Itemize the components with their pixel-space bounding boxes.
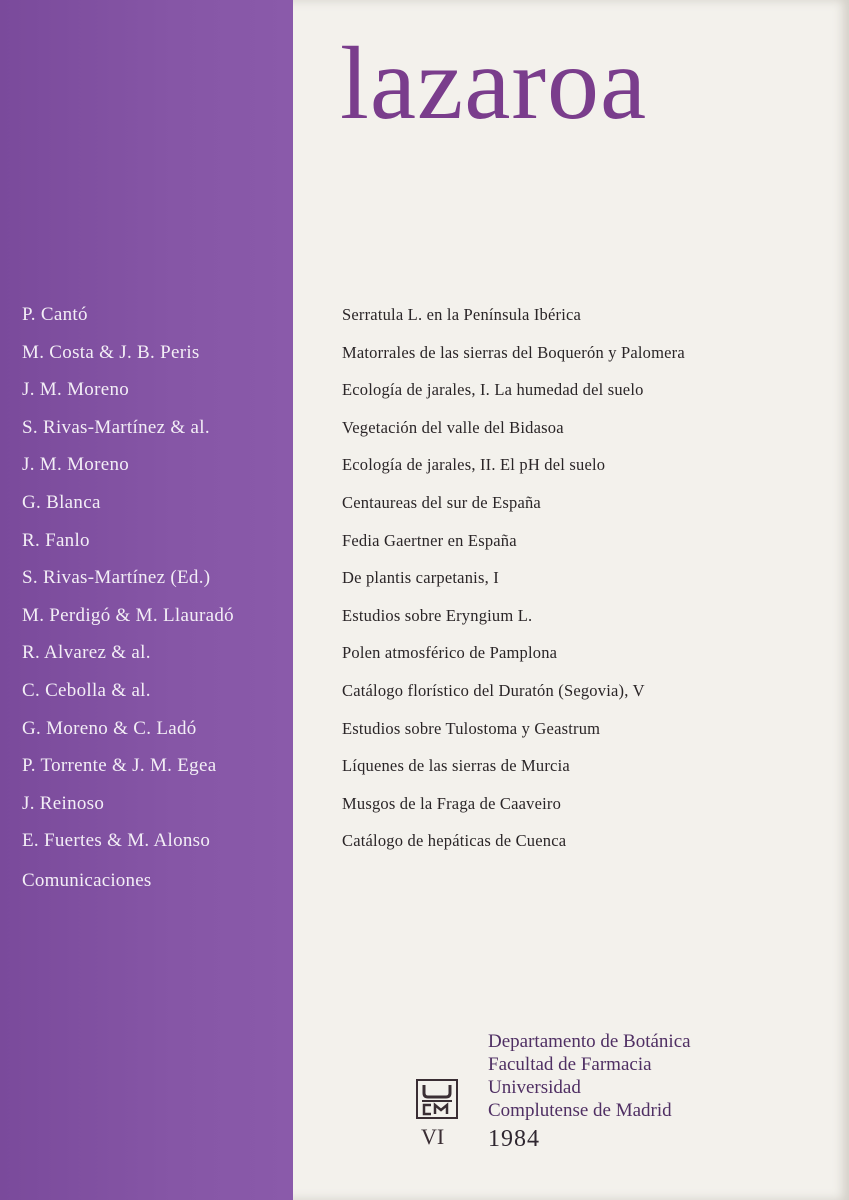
toc-author: P. Torrente & J. M. Egea (22, 755, 217, 777)
toc-author: J. M. Moreno (22, 454, 130, 476)
toc-author: G. Blanca (22, 491, 101, 513)
toc-article-title: Matorrales de las sierras del Boquerón y Palomera (342, 342, 685, 362)
volume-number: VI (421, 1124, 445, 1149)
publisher-line: Universidad (488, 1077, 581, 1098)
toc-article-title: De plantis carpetanis, I (342, 568, 499, 588)
toc-article-title: Catálogo florístico del Duratón (Segovia), V (342, 680, 645, 700)
toc-article-title: Estudios sobre Tulostoma y Geastrum (342, 718, 601, 738)
toc-article-title: Líquenes de las sierras de Murcia (342, 756, 570, 776)
toc-article-title: Centaureas del sur de España (342, 492, 541, 512)
toc-entry (0, 338, 849, 376)
toc-article-title: Estudios sobre Eryngium L. (342, 605, 533, 625)
publisher-line: Departamento de Botánica (488, 1031, 691, 1052)
toc-article-title: Musgos de la Fraga de Caaveiro (342, 793, 562, 813)
toc-article-title: Fedia Gaertner en España (342, 530, 517, 550)
toc-author: S. Rivas-Martínez (Ed.) (22, 567, 211, 589)
toc-entry (0, 751, 849, 789)
toc-author: C. Cebolla & al. (22, 679, 151, 701)
journal-title: lazaroa (340, 26, 648, 141)
toc-entry (0, 601, 849, 639)
toc-entry (0, 638, 849, 676)
toc-author: M. Perdigó & M. Llauradó (22, 604, 234, 626)
toc-author: P. Cantó (22, 304, 88, 325)
ucm-logo-icon (416, 1079, 458, 1119)
toc-entry (0, 300, 849, 338)
toc-entry (0, 563, 849, 601)
toc-entry (0, 676, 849, 714)
toc-entry (0, 413, 849, 451)
toc-author: G. Moreno & C. Ladó (22, 717, 197, 739)
toc-entry (0, 526, 849, 564)
toc-article-title: Serratula L. en la Península Ibérica (342, 305, 582, 324)
toc-author: M. Costa & J. B. Peris (22, 341, 200, 363)
toc-article-title: Polen atmosférico de Pamplona (342, 643, 558, 663)
toc-entry (0, 450, 849, 488)
toc-entry (0, 789, 849, 827)
toc-entry (0, 375, 849, 413)
toc-entry (0, 826, 849, 864)
communications-label: Comunicaciones (22, 870, 152, 891)
toc-entry (0, 714, 849, 752)
toc-author: S. Rivas-Martínez & al. (22, 416, 210, 438)
toc-article-title: Vegetación del valle del Bidasoa (342, 417, 564, 437)
toc-author: J. M. Moreno (22, 379, 130, 401)
toc-article-title: Ecología de jarales, II. El pH del suelo (342, 455, 606, 475)
toc-article-title: Ecología de jarales, I. La humedad del suelo (342, 380, 644, 400)
toc-author: R. Fanlo (22, 529, 90, 551)
table-of-contents (0, 300, 849, 864)
toc-author: J. Reinoso (22, 792, 105, 814)
toc-entry (0, 488, 849, 526)
publication-year: 1984 (488, 1126, 540, 1152)
publisher-line: Complutense de Madrid (488, 1100, 672, 1121)
toc-author: R. Alvarez & al. (22, 642, 151, 664)
toc-article-title: Catálogo de hepáticas de Cuenca (342, 831, 567, 851)
publisher-block (488, 1030, 691, 1122)
publisher-line: Facultad de Farmacia (488, 1054, 652, 1075)
toc-author: E. Fuertes & M. Alonso (22, 830, 211, 852)
